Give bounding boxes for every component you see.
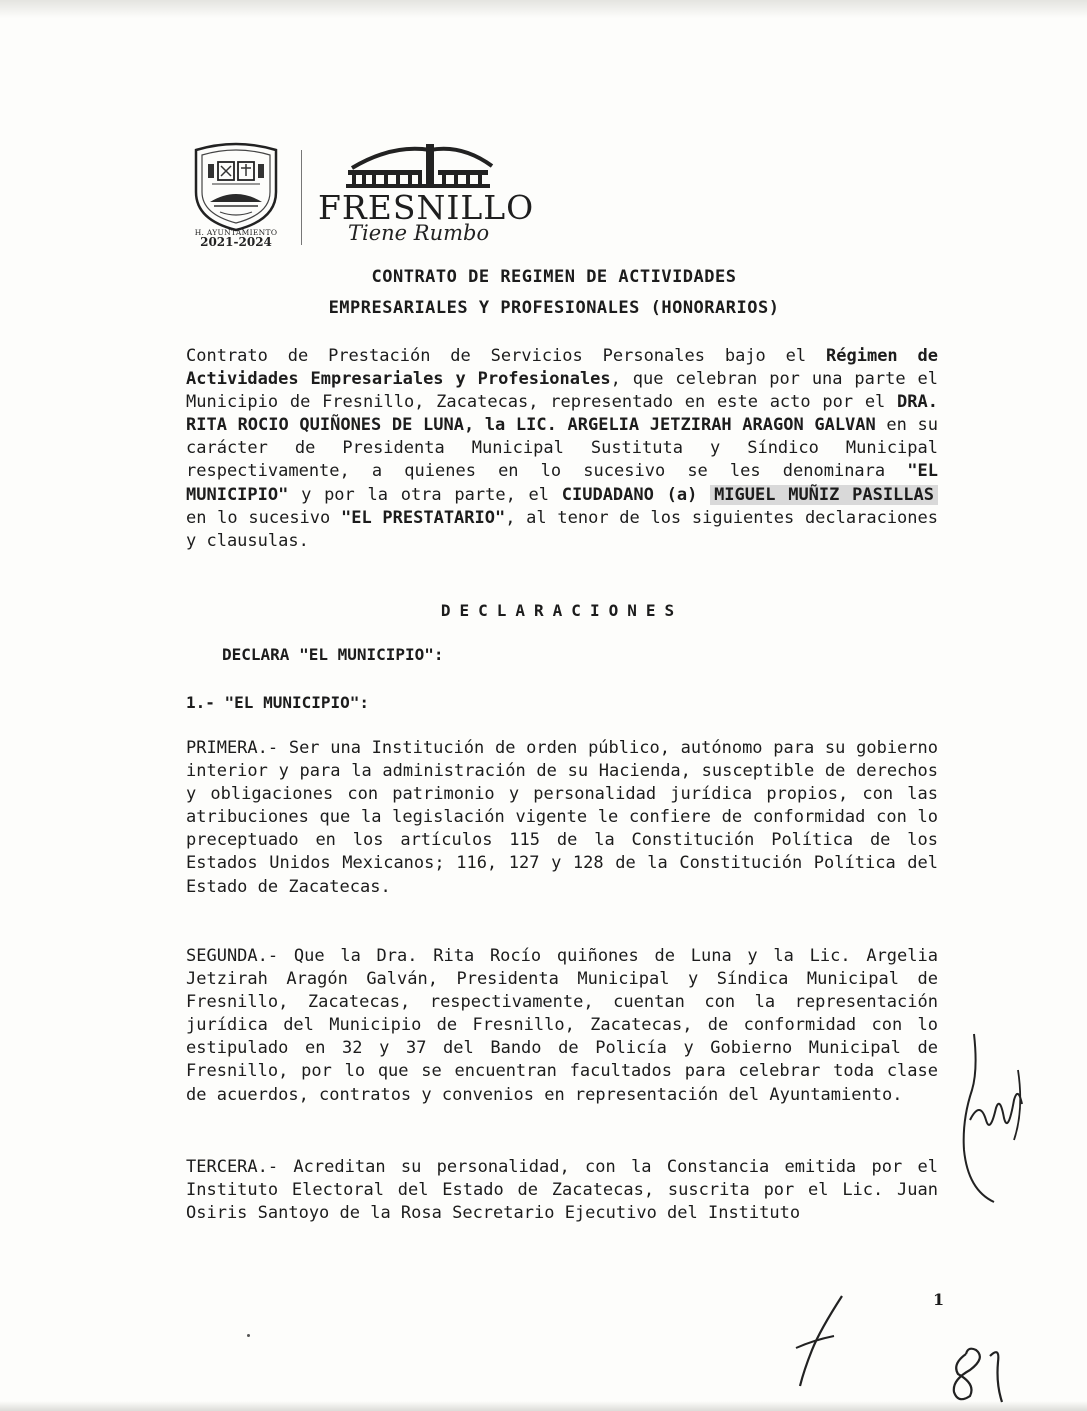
document-title-line1: CONTRATO DE REGIMEN DE ACTIVIDADES [371, 267, 737, 287]
section-1-heading: 1.- "EL MUNICIPIO": [186, 693, 370, 712]
scan-speck [247, 1334, 250, 1337]
fresnillo-tagline: Tiene Rumbo [348, 221, 490, 245]
seal-caption [188, 228, 284, 248]
scan-edge-bottom [0, 1401, 1087, 1411]
intro-text-5: en lo sucesivo [186, 507, 341, 528]
intro-text-3: en su carácter de Presidenta Municipal Sustituta y Síndico Municipal respectivamente, a quienes en lo sucesivo se les denominara [186, 415, 938, 482]
clause-tercera: TERCERA.- Acreditan su personalidad, con la Constancia emitida por el Instituto Electoral del Estado de Zacatecas, suscrita por el Lic. Juan Osiris Santoyo de la Rosa Secretario Ejecutivo del Instituto [186, 1157, 938, 1224]
bottom-initial-signature [790, 1290, 860, 1390]
seal-caption-line2: 2021-2024 [200, 235, 272, 249]
seal-caption-line1: H. AYUNTAMIENTO [194, 228, 278, 237]
intro-text-4: y por la otra parte, el [288, 484, 562, 505]
intro-text-6: , al tenor de los siguientes declaraciones y clausulas. [186, 507, 938, 551]
declaraciones-heading: DECLARACIONES [440, 601, 684, 620]
margin-initials-signature [944, 1030, 1034, 1210]
intro-text-2: , que celebran por una parte el Municipio de Fresnillo, Zacatecas, representado en este acto por el [186, 369, 938, 413]
intro-bold-ciudadano: CIUDADANO (a) [561, 484, 698, 505]
fresnillo-wordmark: FRESNILLO [318, 188, 535, 227]
page-number: 1 [933, 1290, 945, 1309]
intro-bold-regimen: Régimen de Actividades Empresariales y Profesionales [186, 346, 938, 390]
clause-primera: PRIMERA.- Ser una Institución de orden público, autónomo para su gobierno interior y para la administración de su Hacienda, susceptible de derechos y obligaciones con patrimonio y personalidad jurídica propios, con las atribuciones que la legislación vigente le confiere de conformidad con lo preceptuado en los artículos 115 de la Constitución Política de los Estados Unidos Mexicanos; 116, 127 y 128 de la Constitución Política del Estado de Zacatecas. [186, 738, 938, 897]
scan-edge-top [0, 0, 1087, 18]
highlighted-contractor-name: MIGUEL MUÑIZ PASILLAS [710, 485, 938, 505]
declara-municipio-heading: DECLARA "EL MUNICIPIO": [222, 645, 444, 664]
intro-bold-municipio: "EL MUNICIPIO" [186, 461, 938, 505]
document-title-line2: EMPRESARIALES Y PROFESIONALES (HONORARIOS) [328, 298, 780, 318]
clause-segunda: SEGUNDA.- Que la Dra. Rita Rocío quiñones de Luna y la Lic. Argelia Jetzirah Aragón Galván, Presidenta Municipal y Síndica Municipal de Fresnillo, Zacatecas, respectivamente, cuentan con la representación jurídica del Municipio de Fresnillo, Zacatecas, de conformidad con lo estipulado en 32 y 37 del Bando de Policía y Gobierno Municipal de Fresnillo, por lo que se encuentran facultados para celebrar toda clase de acuerdos, contratos y convenios en representación del Ayuntamiento. [186, 946, 938, 1105]
intro-paragraph [186, 345, 938, 553]
intro-text-1: Contrato de Prestación de Servicios Personales bajo el [186, 346, 827, 366]
logo-divider [301, 150, 302, 245]
intro-bold-representatives: DRA. RITA ROCIO QUIÑONES DE LUNA, la LIC. ARGELIA JETZIRAH ARAGON GALVAN [186, 392, 938, 436]
intro-bold-prestatario: "EL PRESTATARIO" [340, 507, 506, 528]
page-folio-handwritten [946, 1340, 1026, 1410]
